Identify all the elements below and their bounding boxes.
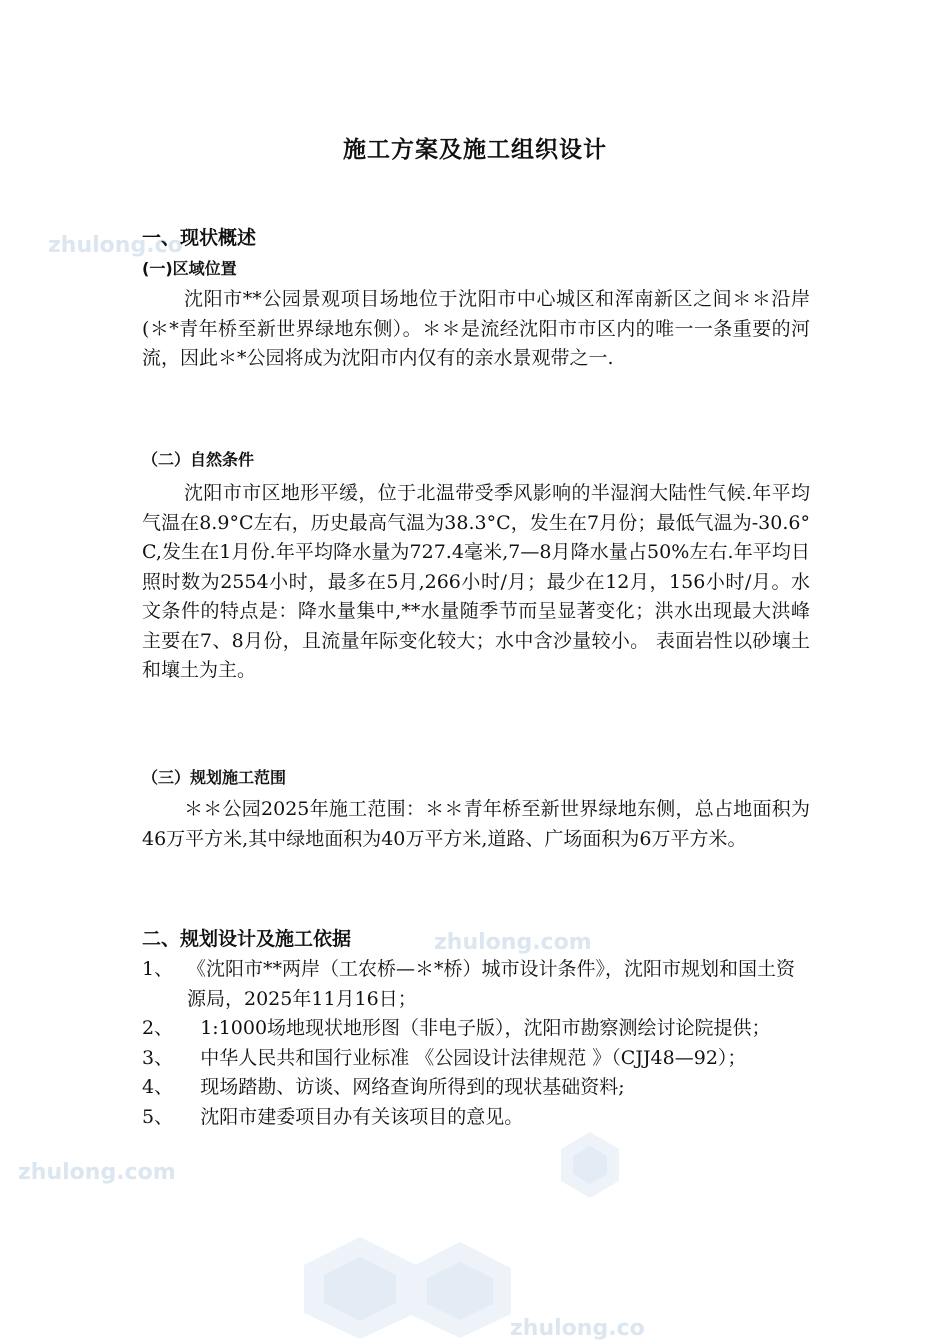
watermark-snowflake-icon (300, 1235, 420, 1340)
list-item-number: 1、 (142, 958, 174, 980)
section1-sub2-heading: （二）自然条件 (142, 450, 255, 469)
watermark-4: zhulong.co (510, 1316, 645, 1341)
list-item (142, 1073, 812, 1103)
watermark-snowflake-icon (405, 1240, 515, 1340)
list-item (142, 1044, 812, 1074)
watermark-2: zhulong.com (434, 930, 592, 955)
list-item-number: 3、 (142, 1046, 174, 1069)
section2-heading: 二、规划设计及施工依据 (142, 928, 352, 950)
basis-list (142, 955, 812, 1132)
section1-sub3-heading: （三）规划施工范围 (142, 768, 287, 787)
list-item-text: 中华人民共和国行业标准 《公园设计法律规范 》（CJJ48—92）； (170, 1046, 747, 1069)
document-title: 施工方案及施工组织设计 (343, 137, 607, 163)
section1-sub3-paragraph: ＊＊公园2025年施工范围：＊＊青年桥至新世界绿地东侧，总占地面积为46万平方米,其中绿地面积为40万平方米,道路、广场面积为6万平方米。 (142, 798, 810, 850)
list-item (142, 1014, 812, 1044)
list-item-number: 2、 (142, 1017, 174, 1039)
list-item-number: 5、 (142, 1105, 174, 1128)
list-item-text: 《沈阳市**两岸（工农桥—＊*桥）城市设计条件》，沈阳市规划和国土资源局，2025年11月16日； (187, 958, 796, 1010)
section1-heading: 一、现状概述 (142, 227, 257, 249)
watermark-snowflake-icon (555, 1130, 625, 1200)
watermark-3: zhulong.com (18, 1160, 176, 1185)
list-item (142, 1103, 812, 1133)
list-item-text: 1:1000场地现状地形图（非电子版），沈阳市勘察测绘讨论院提供； (170, 1017, 771, 1039)
list-item (142, 955, 812, 1014)
watermark-1: zhulong.co (48, 233, 183, 258)
list-item-number: 4、 (142, 1076, 174, 1098)
section1-sub2-paragraph: 沈阳市市区地形平缓，位于北温带受季风影响的半湿润大陆性气候.年平均气温在8.9°C左右，历史最高气温为38.3°C，发生在7月份；最低气温为-30.6°C,发生在1月份.年平均降水量为727.4毫米,7—8月降水量占50%左右.年平均日照时数为2554小时，最多在5月,266小时/月；最少在12月，156小时/月。水文条件的特点是：降水量集中,**水量随季节而呈显著变化；洪水出现最大洪峰主要在7、8月份，且流量年际变化较大；水中含沙量较小。 表面岩性以砂壤土和壤土为主。 (142, 482, 810, 681)
list-item-text: 现场踏勘、访谈、网络查询所得到的现状基础资料; (170, 1076, 625, 1098)
section1-sub1-paragraph: 沈阳市**公园景观项目场地位于沈阳市中心城区和浑南新区之间＊＊沿岸(＊*青年桥至新世界绿地东侧）。＊＊是流经沈阳市市区内的唯一一条重要的河流，因此＊*公园将成为沈阳市内仅有的亲水景观带之一. (142, 288, 810, 369)
list-item-text: 沈阳市建委项目办有关该项目的意见。 (170, 1105, 524, 1128)
section1-sub1-heading: (一)区域位置 (142, 259, 237, 278)
